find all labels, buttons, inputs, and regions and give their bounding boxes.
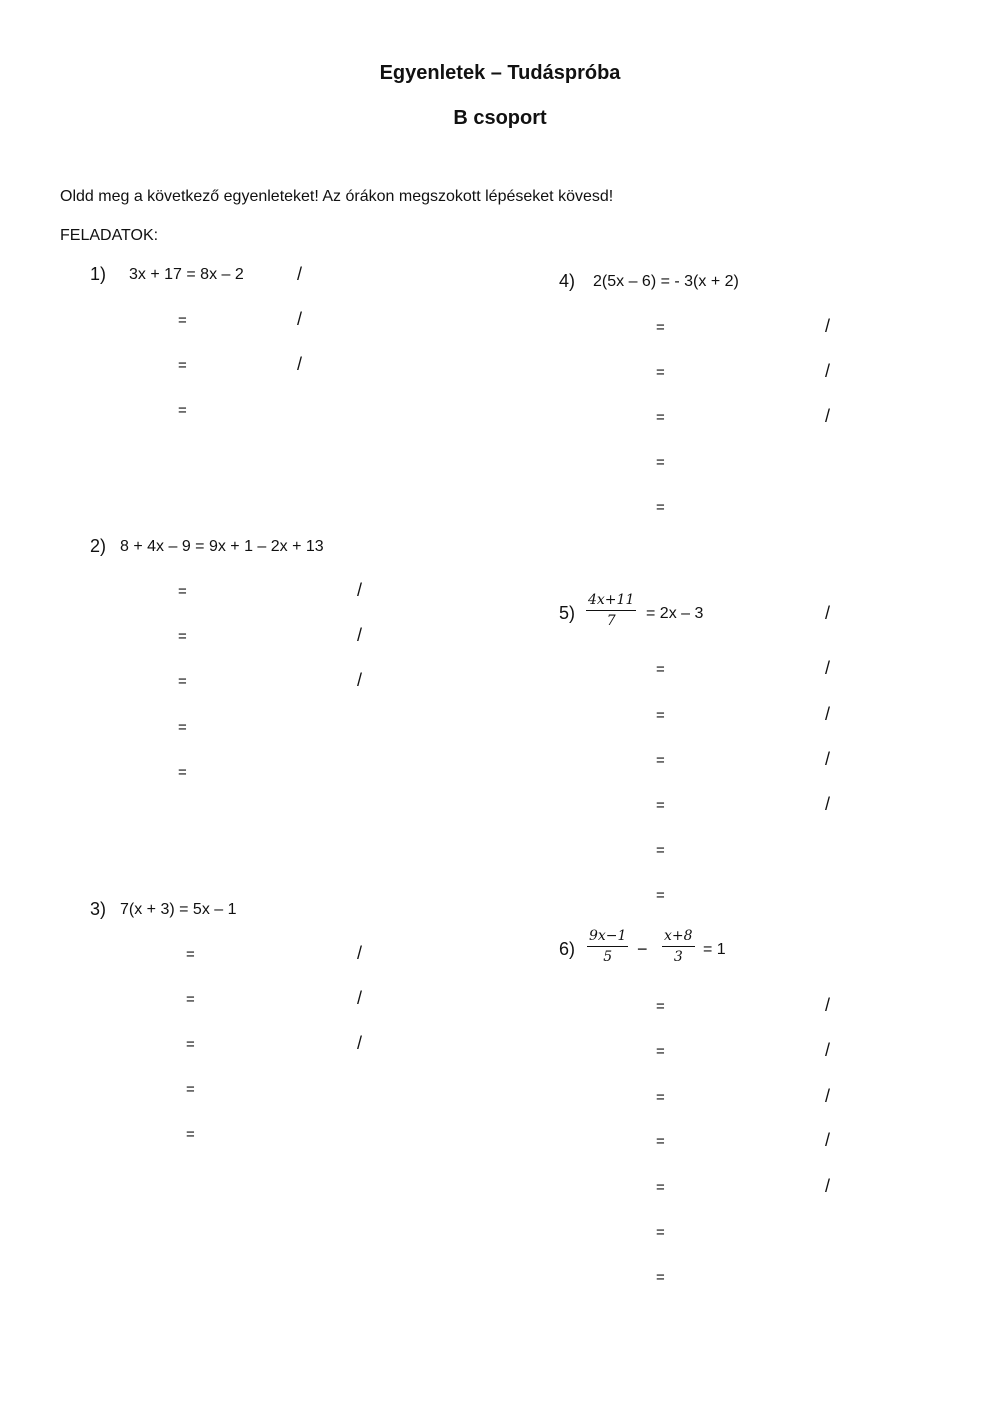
step-slash: / <box>825 361 831 381</box>
problem-6-rhs: = 1 <box>703 941 726 958</box>
step-equals: = <box>656 887 665 904</box>
step-equals: = <box>656 454 665 471</box>
step-equals: = <box>186 1081 195 1098</box>
step-equals: = <box>178 583 187 600</box>
step-equals: = <box>656 842 665 859</box>
page-subtitle: B csoport <box>453 107 547 129</box>
problem-5-number: 5) <box>559 603 576 623</box>
problem-2-equation: 8 + 4x – 9 = 9x + 1 – 2x + 13 <box>120 538 324 555</box>
step-slash: / <box>357 943 363 963</box>
step-slash: / <box>357 1033 363 1053</box>
problem-5-rhs: = 2x – 3 <box>646 605 704 622</box>
step-equals: = <box>656 1269 665 1286</box>
step-equals: = <box>186 991 195 1008</box>
step-equals: = <box>656 1133 665 1150</box>
step-slash: / <box>825 316 831 336</box>
problem-5-fraction <box>586 592 636 629</box>
step-slash: / <box>357 625 363 645</box>
step-equals: = <box>178 402 187 419</box>
step-slash: / <box>825 794 831 814</box>
fraction-numerator: 9x−1 <box>587 928 628 947</box>
step-slash: / <box>357 670 363 690</box>
step-slash: / <box>825 658 831 678</box>
step-equals: = <box>656 797 665 814</box>
step-equals: = <box>656 998 665 1015</box>
problem-1-slash: / <box>297 264 303 284</box>
problem-6-fraction-2 <box>662 928 695 965</box>
problem-5-slash: / <box>825 603 831 623</box>
fraction-denominator: 7 <box>606 613 616 629</box>
step-equals: = <box>656 661 665 678</box>
step-equals: = <box>178 673 187 690</box>
step-equals: = <box>178 628 187 645</box>
step-equals: = <box>178 312 187 329</box>
step-slash: / <box>825 1176 831 1196</box>
problem-6-number: 6) <box>559 939 576 959</box>
step-slash: / <box>297 309 303 329</box>
step-equals: = <box>656 1224 665 1241</box>
problem-4-number: 4) <box>559 271 576 291</box>
step-equals: = <box>186 1126 195 1143</box>
problem-1-equation: 3x + 17 = 8x – 2 <box>129 266 244 283</box>
fraction-numerator: x+8 <box>662 928 695 947</box>
step-slash: / <box>825 1086 831 1106</box>
step-equals: = <box>178 764 187 781</box>
step-equals: = <box>656 409 665 426</box>
problem-4-equation: 2(5x – 6) = - 3(x + 2) <box>593 273 739 290</box>
step-slash: / <box>825 749 831 769</box>
problem-3-equation: 7(x + 3) = 5x – 1 <box>120 901 237 918</box>
page-title: Egyenletek – Tudáspróba <box>379 62 621 84</box>
step-slash: / <box>357 988 363 1008</box>
problem-6-fraction-1 <box>587 928 628 965</box>
step-slash: / <box>825 1130 831 1150</box>
step-equals: = <box>178 719 187 736</box>
step-equals: = <box>656 1089 665 1106</box>
minus-sign: − <box>637 939 648 959</box>
step-slash: / <box>825 1040 831 1060</box>
problem-2-number: 2) <box>90 536 107 556</box>
problem-3-number: 3) <box>90 899 107 919</box>
tasks-label: FELADATOK: <box>60 227 159 244</box>
step-equals: = <box>186 1036 195 1053</box>
step-slash: / <box>297 354 303 374</box>
step-equals: = <box>656 752 665 769</box>
step-slash: / <box>825 704 831 724</box>
step-slash: / <box>357 580 363 600</box>
step-equals: = <box>656 707 665 724</box>
fraction-numerator: 4x+11 <box>586 592 636 611</box>
step-equals: = <box>656 1043 665 1060</box>
step-equals: = <box>186 946 195 963</box>
step-slash: / <box>825 995 831 1015</box>
instructions-text: Oldd meg a következő egyenleteket! Az órákon megszokott lépéseket kövesd! <box>60 188 614 205</box>
step-equals: = <box>656 319 665 336</box>
step-equals: = <box>656 364 665 381</box>
step-equals: = <box>656 499 665 516</box>
step-slash: / <box>825 406 831 426</box>
step-equals: = <box>656 1179 665 1196</box>
step-equals: = <box>178 357 187 374</box>
fraction-denominator: 3 <box>673 949 683 965</box>
problem-1-number: 1) <box>90 264 107 284</box>
fraction-denominator: 5 <box>603 949 613 965</box>
